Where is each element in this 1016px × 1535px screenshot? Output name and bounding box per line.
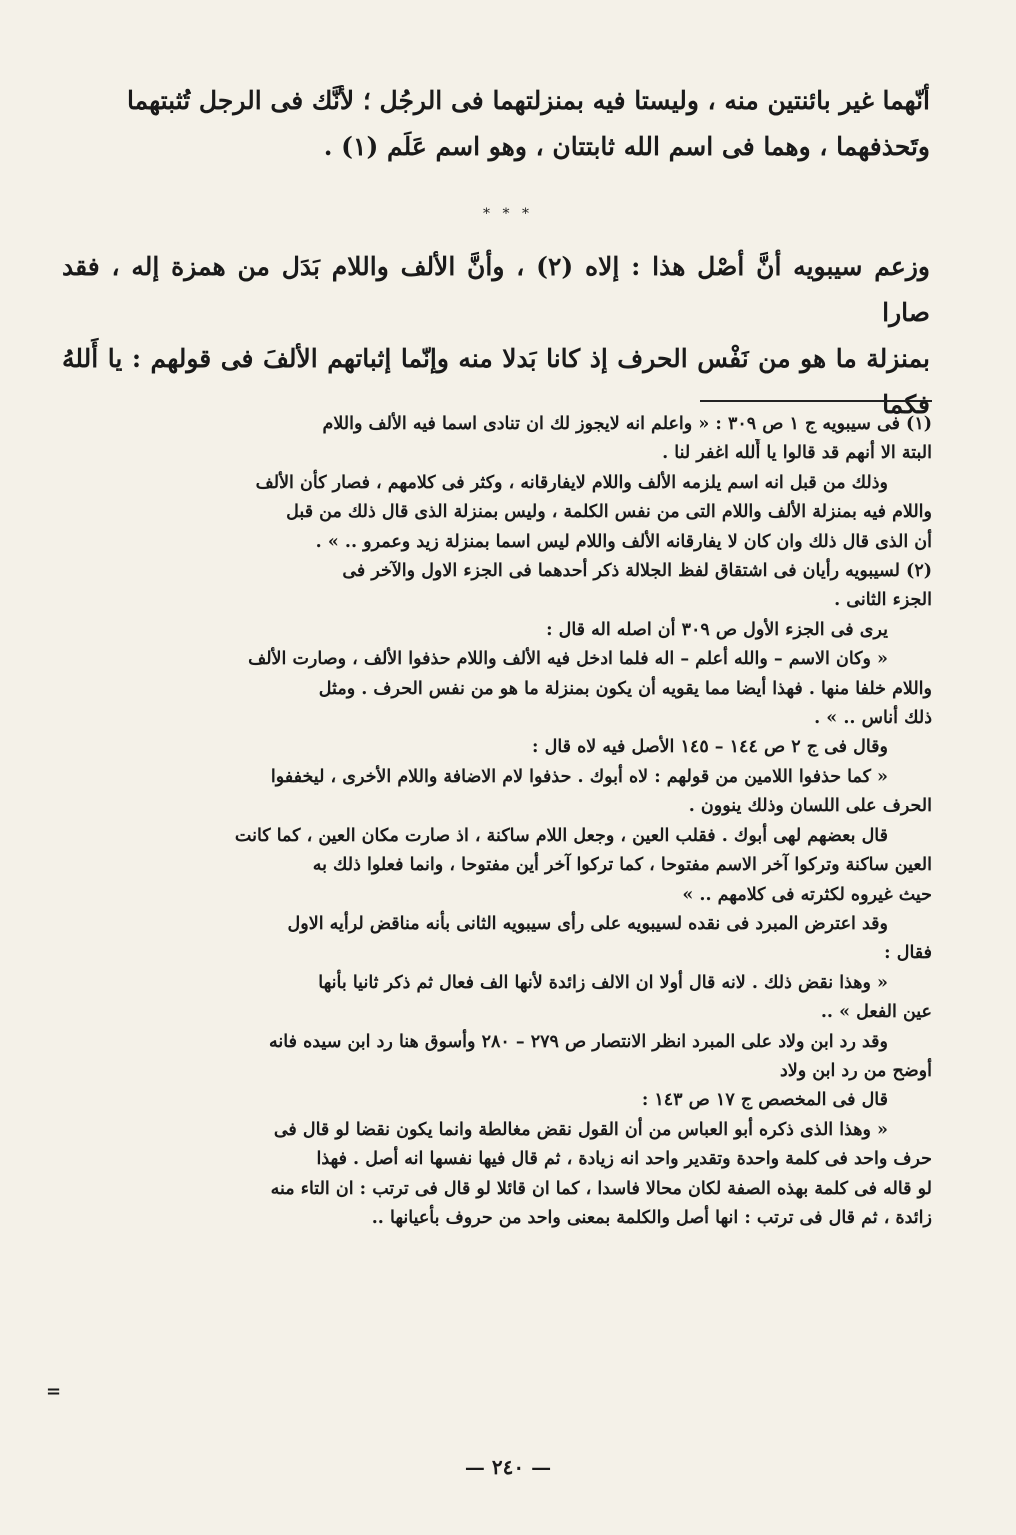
footnote-line: زائدة ، ثم قال فى ترتب : انها أصل والكلمة بمعنى واحد من حروف بأعيانها .. (371, 1207, 932, 1228)
footnote-line: حيث غيروه لكثرته فى كلامهم .. » (682, 884, 932, 905)
footnote-line: « وهذا نقض ذلك . لانه قال أولا ان الالف زائدة لأنها الف فعال ثم ذكر ثانيا بأنها (318, 972, 888, 993)
text-line: أنّهما غير بائنتين منه ، وليستا فيه بمنزلتهما فى الرجُل ؛ لأنَّك فى الرجل تُثبتهما (127, 86, 930, 115)
text-line: وزعم سيبويه أنَّ أصْل هذا : إلاه (٢) ، وأنَّ الألف واللام بَدَل من همزة إله ، فقد صارا (62, 252, 930, 327)
page-number: — ٢٤٠ — (464, 1455, 552, 1479)
text-line: وتَحذفهما ، وهما فى اسم الله ثابتتان ، وهو اسم عَلَم (١) . (323, 132, 930, 161)
footnote-line: الحرف على اللسان وذلك ينوون . (688, 796, 932, 817)
footnote-line: أن الذى قال ذلك وان كان لا يفارقانه الألف واللام ليس اسما بمنزلة زيد وعمرو .. » . (315, 531, 932, 552)
footnote-line: قال فى المخصص ج ١٧ ص ١٤٣ : (641, 1090, 888, 1111)
footnote-line: لو قاله فى كلمة بهذه الصفة لكان محالا فاسدا ، كما ان قائلا لو قال فى ترتب : ان التاء منه (270, 1178, 932, 1199)
footnote-line: « وهذا الذى ذكره أبو العباس من أن القول نقض مغالطة وانما يكون نقضا لو قال فى (273, 1119, 888, 1140)
footnotes-block (50, 410, 932, 1233)
footnote-line: واللام فيه بمنزلة الألف واللام التى من نفس الكلمة ، وليس بمنزلة الذى قال ذلك من قبل (286, 502, 932, 523)
footnote-line: (٢) لسيبويه رأيان فى اشتقاق لفظ الجلالة ذكر أحدهما فى الجزء الاول والآخر فى (342, 561, 932, 582)
footnote-line: قال بعضهم لهى أبوك . فقلب العين ، وجعل اللام ساكنة ، اذ صارت مكان العين ، كما كانت (234, 825, 888, 846)
footnote-line: واللام خلفا منها . فهذا أيضا مما يقويه أن يكون بمنزلة ما هو من نفس الحرف . ومثل (318, 678, 932, 699)
footnote-line: وقد اعترض المبرد فى نقده لسيبويه على رأى سيبويه الثانى بأنه مناقض لرأيه الاول (287, 913, 888, 934)
footnote-line: فقال : (884, 943, 932, 964)
footnote-line: وقال فى ج ٢ ص ١٤٤ – ١٤٥ الأصل فيه لاه قال : (532, 737, 888, 758)
main-paragraph-1 (62, 78, 930, 170)
footnote-line: البتة الا أنهم قد قالوا يا أَلله اغفر لنا . (662, 443, 932, 464)
text-line: بمنزلة ما هو من نَفْس الحرف إذ كانا بَدلا منه وإنّما إثباتهم الألفَ فى قولهم : يا أَللهُ فكما (62, 344, 930, 419)
footnote-line: العين ساكنة وتركوا آخر الاسم مفتوحا ، كما تركوا آخر أين مفتوحا ، وانما فعلوا ذلك به (312, 855, 932, 876)
footnote-line: وذلك من قبل انه اسم يلزمه الألف واللام لايفارقانه ، وكثر فى كلامهم ، فصار كأن الألف (255, 472, 888, 493)
footnote-line: ذلك أناس .. » . (814, 708, 932, 729)
footnote-line: « كما حذفوا اللامين من قولهم : لاه أبوك . حذفوا لام الاضافة واللام الأخرى ، ليخففوا (270, 766, 888, 787)
footnote-line: يرى فى الجزء الأول ص ٣٠٩ أن اصله اله قال : (546, 619, 888, 640)
footnote-line: وقد رد ابن ولاد على المبرد انظر الانتصار ص ٢٧٩ – ٢٨٠ وأسوق هنا رد ابن سيده فانه (269, 1031, 888, 1052)
footnote-line: (١) فى سيبويه ج ١ ص ٣٠٩ : « واعلم انه لايجوز لك ان تنادى اسما فيه الألف واللام (322, 414, 932, 434)
footnote-divider (700, 400, 932, 402)
footnote-line: عين الفعل » .. (820, 1002, 932, 1023)
footnote-line: حرف واحد فى كلمة واحدة وتقدير واحد انه زيادة ، ثم قال فيها نفسها انه أصل . فهذا (316, 1149, 932, 1170)
footnote-line: أوضح من رد ابن ولاد (779, 1060, 932, 1081)
footnote-line: الجزء الثانى . (834, 590, 932, 611)
continuation-mark: = (46, 1381, 62, 1402)
footnote-line: « وكان الاسم – والله أعلم – اله فلما ادخل فيه الألف واللام حذفوا الألف ، وصارت الألف (248, 649, 888, 670)
section-separator: * * * (483, 206, 533, 222)
